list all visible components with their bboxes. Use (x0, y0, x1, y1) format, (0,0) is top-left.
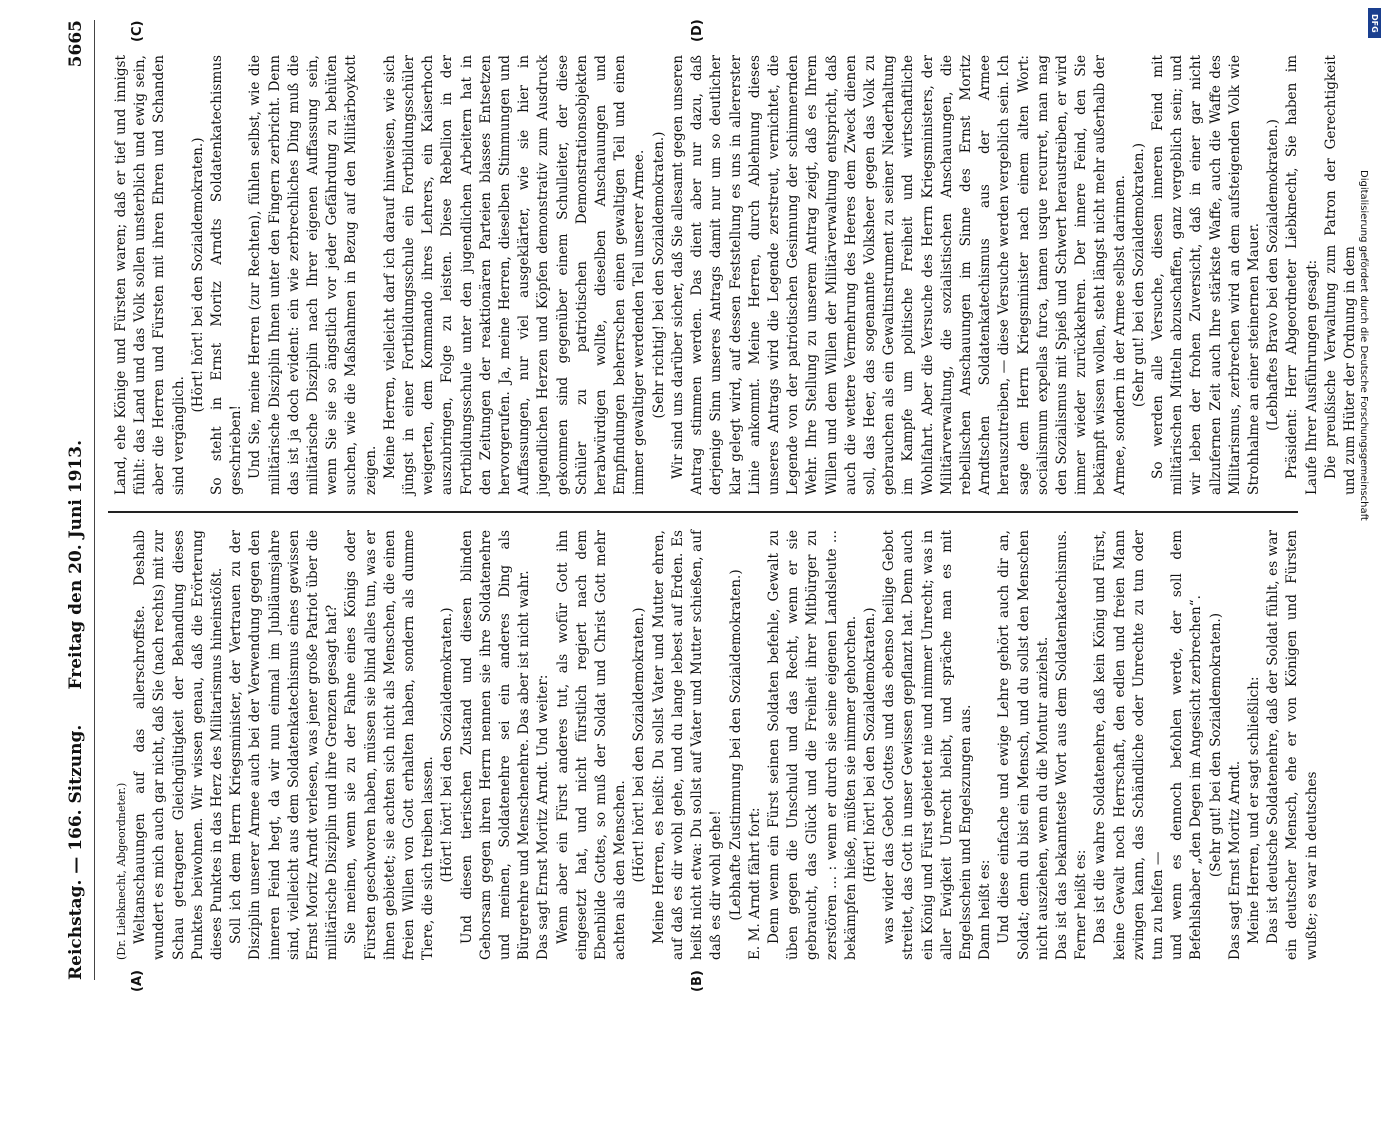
paragraph: Und Sie, meine Herren (zur Rechten), fühlen selbst, wie die militärische Disziplin Ihnen unter den Fingern zerbricht. Denn das ist ja doch evident: ein wie zerbrechliches Ding muß die militärische Disziplin nach Ihrer eigenen Auffassung sein, wenn Sie sie so ängstlich vor jeder Gefährdung zu behüten suchen, wie die Maßnahmen in Bezug auf den Militärboykott zeigen. (247, 55, 379, 495)
margin-marker-d: (D) (690, 19, 705, 42)
dfg-logo: DFG (1368, 8, 1381, 38)
quote-paragraph: Und diesen tierischen Zustand und diesen blinden Gehorsam gegen ihren Herrn nennen sie ihre Soldatenehre und meinen, Soldatenehre sei ein anderes Ding als Bürgerehre und Menschenehre. Das aber ist nicht wahr. (458, 530, 533, 960)
quote-paragraph: Sie meinen, wenn sie zu der Fahne eines Königs oder Fürsten geschworen haben, müssen sie blind alles tun, was er ihnen gebietet; sie achten sich nicht als Menschen, die einen freien Willen von Gott erhalten haben, sondern als dumme Tiere, die sich treiben lassen. (343, 530, 437, 960)
quote-paragraph: was wider das Gebot Gottes und das ebenso heilige Gebot streitet, das Gott in unser Gewissen gepflanzt hat. Denn auch ein König und Fürst gebietet nie und nimmer Unrecht; was in aller Ewigkeit Unrecht bleibt, und spräche man es mit Engelsschein und Engelszungen aus. (881, 530, 974, 960)
paragraph: Meine Herren, und er sagt schließlich: (1245, 676, 1262, 944)
quote-paragraph: Die preußische Verwaltung zum Patron der Gerechtigkeit und zum Hüter der Ordnung in dem (1322, 55, 1358, 495)
paragraph: Weltanschauungen auf das allerschroffste. Deshalb wundert es mich auch gar nicht, daß Sie (nach rechts) mit zur Schau getragener Gleichgültigkeit der Behandlung dieses Punktes beiwohnen. Wir wissen genau, daß die Erörterung dieses Punktes in das Herz des Militarismus hineinstößt. (132, 530, 226, 960)
interjection: (Hört! hört! bei den Sozialdemokraten.) (189, 137, 206, 413)
page-header (62, 20, 92, 980)
rotated-page (50, 0, 1358, 1000)
paragraph: E. M. Arndt fährt fort: (746, 807, 763, 960)
interjection: (Sehr gut! bei den Sozialdemokraten.) (1207, 612, 1224, 878)
paragraph: Soll ich dem Herrn Kriegsminister, der Vertrauen zu der Disziplin unserer Armee auch bei der Verwendung gegen den inneren Feind hegt, da wir nun einmal im Jubiläumsjahre sind, vielleicht aus dem Soldatenkatechismus eines gewissen Ernst Moritz Arndt verlesen, was jener große Patriot über die militärische Disziplin und ihre Grenzen gesagt hat? (228, 530, 341, 960)
interjection: (Hört! hört! bei den Sozialdemokraten.) (631, 607, 648, 883)
digitization-credit (1352, 20, 1374, 980)
right-text-column (112, 55, 1358, 495)
interjection: (Sehr richtig! bei den Sozialdemokraten.) (650, 131, 667, 419)
paragraph: Meine Herren, es heißt: Du sollst Vater und Mutter ehren, auf daß es dir wohl gehe, und du lange lebest auf Erden. Es heißt nicht etwa: Du sollst auf Vater und Mutter schießen, auf daß es dir wohl gehe! (650, 530, 725, 960)
paragraph: Das ist das bekannteste Wort aus dem Soldatenkatechismus. Ferner heißt es: (1053, 530, 1090, 960)
quote-paragraph: Und diese einfache und ewige Lehre gehört auch dir an, Soldat; denn du bist ein Mensch, und du sollst den Menschen nicht ausziehen, wenn du die Montur anziehst. (996, 530, 1051, 960)
paragraph: Das sagt Ernst Moritz Arndt. (1226, 760, 1243, 960)
header-left-title: Reichstag. — 166. Sitzung. (66, 724, 86, 980)
header-divider (94, 20, 95, 980)
digitization-credit-text: Digitalisierung gefördert durch die Deutsche Forschungsgemeinschaft (1358, 170, 1369, 521)
left-text-column (112, 530, 1320, 960)
paragraph: Das sagt Ernst Moritz Arndt. Und weiter: (535, 674, 552, 960)
header-page-number: 5665 (66, 20, 86, 68)
paragraph: und wenn es dennoch befohlen werde, der soll dem Befehlshaber „den Degen im Angesicht zerbrechen“. (1169, 530, 1205, 960)
interjection: (Hört! hört! bei den Sozialdemokraten.) (861, 607, 878, 883)
paragraph: Wir sind uns darüber sicher, daß Sie allesamt gegen unseren Antrag stimmen werden. Das dient aber nur dazu, daß derjenige Sinn unseres Antrags damit nur um so deutlicher klar gelegt wird, auf dessen Feststellung es uns in allererster Linie ankommt. Meine Herren, durch Ablehnung dieses unseres Antrags wird die Legende zerstreut, vernichtet, die Legende von der patriotischen Gesinnung der schimmernden Wehr. Ihre Stellung zu unserem Antrag zeigt, daß es Ihrem Willen und dem Willen der Militärverwaltung entspricht, daß auch die wettere Vermehrung des Heeres dem Zweck dienen soll, das Heer, das sogenannte Volksheer gegen das Volk zu gebrauchen als ein Gewaltinstrument zu seiner Niederhaltung im Kampfe um politische Freiheit und wirtschaftliche Wohlfahrt. Aber die Versuche des Herrn Kriegsministers, der Militärverwaltung, die sozialistischen Anschauungen, die rebellischen Anschauungen im Sinne des Ernst Moritz Arndtschen Soldatenkatechismus aus der Armee herauszutreiben, — diese Versuche werden vergeblich sein. Ich sage dem Herrn Kriegsminister nach einem alten Wort: socialismum expellas furca, tamen usque recurret, man mag den Sozialismus mit Spieß und Schwert heraustreiben, er wird immer wieder zurückkehren. Der innere Feind, den Sie bekämpft wissen wollen, steht längst nicht mehr außerhalb der Armee, sondern in der Armee selbst darinnen. (669, 55, 1128, 495)
margin-marker-c: (C) (130, 20, 145, 42)
paragraph: Dann heißt es: (977, 859, 994, 960)
paragraph: So steht in Ernst Moritz Arndts Soldatenkatechismus geschrieben! (209, 55, 245, 495)
paragraph: So werden alle Versuche, diesen inneren Feind mit militärischen Mitteln abzuschaffen, ganz vergeblich sein; und wir leben der frohen Zuversicht, daß in einer gar nicht allzufernen Zeit auch Ihre stärkste Waffe, auch die Waffe des Militarismus, zerbrechen wird an dem aufsteigenden Volk wie Strohhalme an einer steinernen Mauer. (1149, 55, 1262, 495)
quote-paragraph: Das ist deutsche Soldatenehre, daß der Soldat fühlt, es war ein deutscher Mensch, ehe er von Königen und Fürsten wußte; es war in deutsches (1265, 530, 1320, 960)
quote-paragraph: Das ist die wahre Soldatenehre, daß kein König und Fürst, keine Gewalt noch Herrschaft, den edlen und freien Mann zwingen kann, das Schändliche oder Unrechte zu tun oder tun zu helfen — (1092, 530, 1166, 960)
interjection: (Lebhafte Zustimmung bei den Sozialdemokraten.) (727, 569, 744, 921)
president-paragraph: Präsident: Herr Abgeordneter Liebknecht, Sie haben im Laufe Ihrer Ausführungen gesagt: (1284, 55, 1320, 495)
paragraph: Meine Herren, vielleicht darf ich darauf hinweisen, wie sich jüngst in einer Fortbildungsschule ein Fortbildungsschüler weigerten, dem Kommando ihres Lehrers, ein Kaiserhoch auszubringen, Folge zu leisten. Diese Rebellion in der Fortbildungsschule unter den jugendlichen Arbeitern hat in den Zeitungen der reaktionären Parteien blasses Entsetzen hervorgerufen. Ja, meine Herren, dieselben Stimmungen und Auffassungen, nur viel ausgeklärter, wie sie hier in jugendlichen Herzen und Köpfen demonstrativ zum Ausdruck gekommen sind gegenüber einem Schulleiter, der diese Schüler zu patriotischen Demonstrationsobjekten herabwürdigen wollte, dieselben Anschauungen und Empfindungen beherrschen einen gewaltigen Teil und einen immer gewaltiger werdenden Teil unserer Armee. (381, 55, 648, 495)
interjection: (Lebhaftes Bravo bei den Sozialdemokraten.) (1265, 119, 1282, 431)
speaker-note: (Dr. Liebknecht, Abgeordneter.) (115, 782, 128, 960)
quote-paragraph: Wenn aber ein Fürst anderes tut, als wofür Gott ihn eingesetzt hat, und nicht fürstlich regiert nach dem Ebenbilde Gottes, so muß der Soldat und Christ Gott mehr achten als den Menschen. (554, 530, 629, 960)
margin-marker-a: (A) (130, 970, 145, 992)
interjection: (Hört! hört! bei den Sozialdemokraten.) (439, 607, 456, 883)
quote-paragraph: Denn wenn ein Fürst seinen Soldaten befehle, Gewalt zu üben gegen die Unschuld und das Recht, wenn er sie gebraucht, das Glück und die Freiheit ihrer Mitbürger zu zerstören ... : wenn er durch sie seine eigenen Landsleute ... bekämpfen hieße, müßten sie nimmer gehorchen. (765, 530, 859, 960)
margin-marker-b: (B) (690, 970, 705, 992)
interjection: (Sehr gut! bei den Sozialdemokraten.) (1130, 142, 1147, 408)
quote-paragraph: Land, ehe Könige und Fürsten waren; daß er tief und innigst fühlt: das Land und das Volk sollen unsterblich und ewig sein, aber die Herren und Fürsten mit ihren Ehren und Schanden sind vergänglich. (113, 55, 187, 495)
column-divider (108, 512, 1298, 514)
header-date-title: Freitag den 20. Juni 1913. (66, 440, 86, 690)
